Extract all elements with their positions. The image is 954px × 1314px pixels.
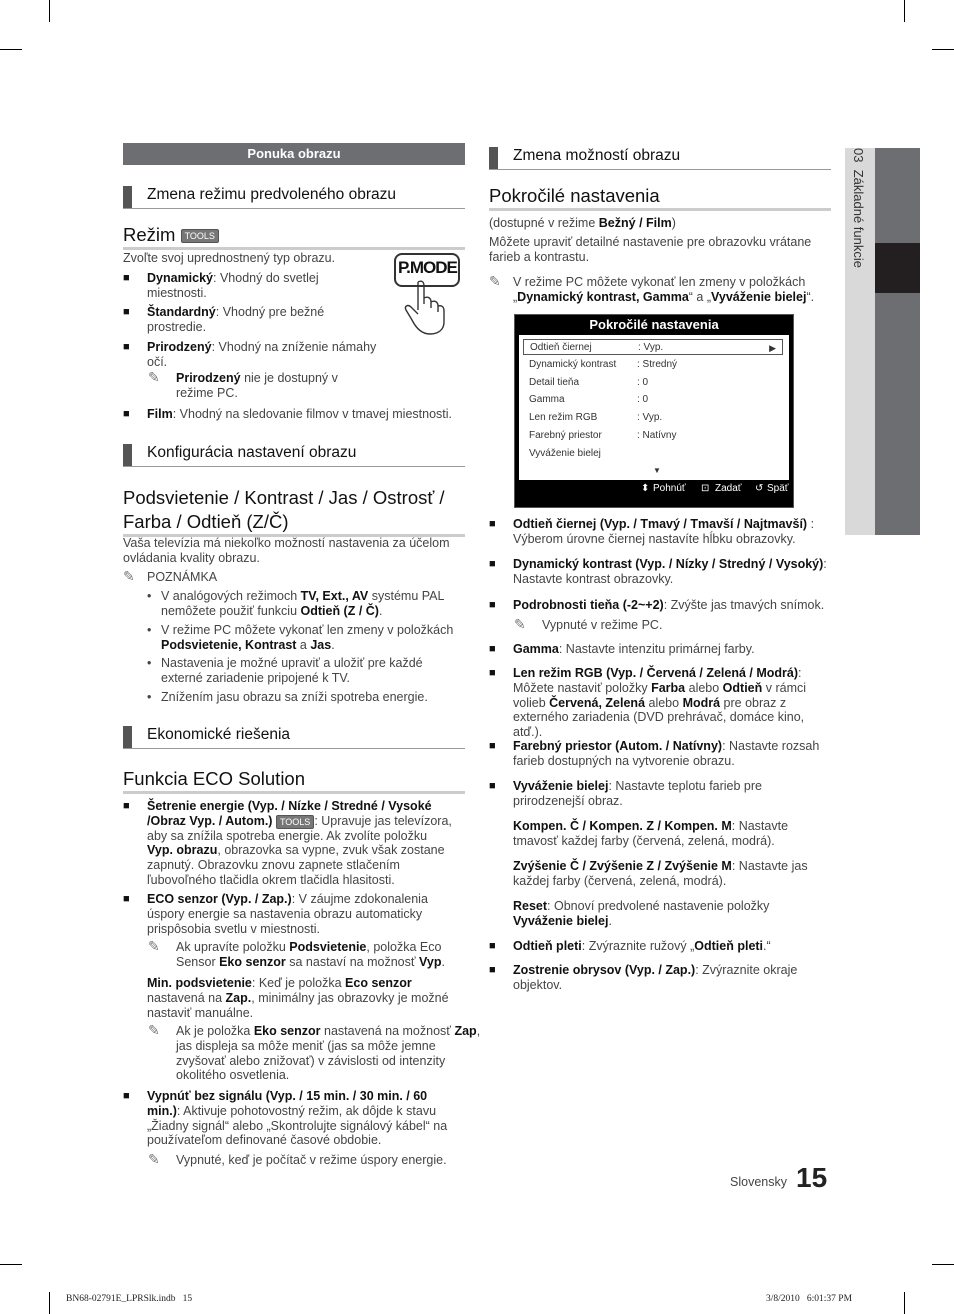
list-item: ■ Štandardný: Vhodný pre bežné prostredie. xyxy=(123,305,357,335)
move-icon: ⬍ xyxy=(641,483,650,494)
crop-mark xyxy=(0,49,22,50)
list-item: ■ Podrobnosti tieňa (-2~+2): Zvýšte jas tmavých snímok. xyxy=(489,598,843,613)
note: ✎ Ak je položka Eko senzor nastavená na možnosť Zap, jas displeja sa môže meniť (jas sa môže jemne zvyšovať alebo znižovať) v závislosti od intenzity okolitého osvetlenia. xyxy=(148,1022,481,1083)
note: ✎ V režime PC môžete vykonať len zmeny v položkách „Dynamický kontrast, Gamma“ a „Vyváženie bielej“. xyxy=(489,273,815,304)
crop-mark xyxy=(49,0,50,22)
pmode-button-icon xyxy=(394,250,464,340)
note-icon: ✎ xyxy=(148,938,160,954)
podsvietenie-intro: Vaša televízia má niekoľko možností nastavenia za účelom ovládania kvality obrazu. xyxy=(123,536,450,565)
scroll-down-icon[interactable]: ▼ xyxy=(653,466,661,475)
chapter-title: Základné funkcie xyxy=(851,169,866,268)
osd-menu-row[interactable]: Dynamický kontrast : Stredný xyxy=(529,359,678,370)
note-heading: ✎ POZNÁMKA xyxy=(123,568,218,584)
subheading-mode: Zmena režimu predvoleného obrazu xyxy=(123,182,465,209)
hand-icon xyxy=(404,280,454,335)
list-item: ■ Šetrenie energie (Vyp. / Nízke / Stredné / Vysoké /Obraz Vyp. / Autom.) TOOLS : Upravuje jas televízora, aby sa znížila spotreba energie. Ak zvolíte položku Vyp. obrazu, obrazovka sa vypne, zvuk však zostane zapnutý. Obrazovku znovu zapnete stlačením ľubovoľného tlačidla okrem tlačidla hlasitosti. xyxy=(123,799,455,888)
list-item: ■ Vyváženie bielej: Nastavte teplotu farieb pre prirodzenejší obraz. xyxy=(489,779,813,809)
crop-mark xyxy=(932,49,954,50)
heading-rezim: Režim TOOLS xyxy=(123,223,465,250)
note-item: • Nastavenia je možné upraviť a uložiť pre každé externé zariadenie pripojené k TV. xyxy=(147,656,461,686)
subheading-options: Zmena možností obrazu xyxy=(489,143,831,170)
list-item: ■ Film: Vhodný na sledovanie filmov v tmavej miestnosti. xyxy=(123,407,487,422)
chapter-tab-dark xyxy=(875,148,920,535)
advanced-intro: Môžete upraviť detailné nastavenie pre obrazovku vrátane farieb a kontrastu. xyxy=(489,235,812,264)
heading-podsvietenie: Podsvietenie / Kontrast / Jas / Ostrosť / Farba / Odtieň (Z/Č) xyxy=(123,486,465,537)
note: ✎ Vypnuté v režime PC. xyxy=(514,616,663,632)
chapter-tab-marker xyxy=(875,243,920,293)
enter-icon: ⊡ xyxy=(701,483,710,494)
note: ✎ Prirodzený nie je dostupný v režime PC. xyxy=(148,369,338,400)
chapter-label xyxy=(848,148,868,268)
subheading-config: Konfigurácia nastavení obrazu xyxy=(123,440,465,467)
rezim-intro: Zvoľte svoj uprednostnený typ obrazu. xyxy=(123,251,336,265)
chapter-number: 03 xyxy=(851,148,866,163)
list-item: ■ Gamma: Nastavte intenzitu primárnej farby. xyxy=(489,642,843,657)
note-icon: ✎ xyxy=(148,1151,160,1167)
osd-menu-row[interactable]: Detail tieňa : 0 xyxy=(529,377,649,388)
list-item: ■ Farebný priestor (Autom. / Natívny): Nastavte rozsah farieb dostupných na vytvorenie obrazu. xyxy=(489,739,833,769)
print-file-info: BN68-02791E_LPRSlk.indb 15 xyxy=(66,1294,193,1304)
osd-menu-row[interactable]: Vyváženie bielej xyxy=(529,448,601,459)
osd-menu-row[interactable]: Len režim RGB : Vyp. xyxy=(529,412,663,423)
osd-menu-row[interactable]: Farebný priestor : Natívny xyxy=(529,430,677,441)
list-item: ■ ECO senzor (Vyp. / Zap.): V záujme zdokonalenia úspory energie sa nastavenia obrazu automaticky prispôsobia svetlu v miestnosti. xyxy=(123,892,455,936)
note-item: • Znížením jasu obrazu sa zníži spotreba energie. xyxy=(147,690,471,705)
note-item: • V režime PC môžete vykonať len zmeny v položkách Podsvietenie, Kontrast a Jas. xyxy=(147,623,476,653)
footer-language: Slovensky xyxy=(730,1175,787,1189)
osd-menu-row[interactable]: Gamma : 0 xyxy=(529,394,649,405)
sub-item: Kompen. Č / Kompen. Z / Kompen. M: Nastavte tmavosť každej farby (červená, zelená, modrá). xyxy=(513,819,789,848)
crop-mark xyxy=(0,1264,22,1265)
list-item: ■ Odtieň pleti: Zvýraznite ružový „Odtieň pleti.“ xyxy=(489,939,833,954)
osd-menu-body xyxy=(519,335,789,480)
osd-menu-row[interactable]: Odtieň čiernej : Vyp. ▶ xyxy=(523,339,783,355)
crop-mark xyxy=(904,1292,905,1314)
osd-menu-title: Pokročilé nastavenia xyxy=(589,317,719,332)
heading-eco: Funkcia ECO Solution xyxy=(123,767,465,794)
crop-mark xyxy=(932,1264,954,1265)
note-icon: ✎ xyxy=(148,1022,160,1038)
tools-icon: TOOLS xyxy=(181,229,219,243)
note: ✎ Vypnuté, keď je počítač v režime úspory energie. xyxy=(148,1151,447,1167)
note-item: • V analógových režimoch TV, Ext., AV systému PAL nemôžete použiť funkciu Odtieň (Z / Č). xyxy=(147,589,471,619)
return-label: Späť xyxy=(767,483,789,494)
note-icon: ✎ xyxy=(514,616,526,632)
arrow-right-icon: ▶ xyxy=(769,343,776,353)
enter-label: Zadať xyxy=(715,483,742,494)
section-banner: Ponuka obrazu xyxy=(123,143,465,165)
print-date-info: 3/8/2010 6:01:37 PM xyxy=(766,1294,853,1304)
list-item: ■ Odtieň čiernej (Vyp. / Tmavý / Tmavší / Najtmavší) : Výberom úrovne čiernej nastavíte hĺbku obrazovky. xyxy=(489,517,833,547)
list-item: ■ Zostrenie obrysov (Vyp. / Zap.): Zvýraznite okraje objektov. xyxy=(489,963,833,993)
page-number: 15 xyxy=(796,1162,828,1193)
note-icon: ✎ xyxy=(123,568,135,584)
list-item: ■ Dynamický: Vhodný do svetlej miestnosti. xyxy=(123,271,357,301)
list-item: ■ Prirodzený: Vhodný na zníženie námahy očí. xyxy=(123,340,387,370)
crop-mark xyxy=(904,0,905,22)
sub-item: Reset: Obnoví predvolené nastavenie položky Vyváženie bielej. xyxy=(513,899,770,928)
osd-menu xyxy=(514,314,794,508)
pmode-label: P.MODE xyxy=(398,258,457,277)
crop-mark xyxy=(49,1292,50,1314)
return-icon: ↺ xyxy=(755,483,764,494)
list-item: ■ Len režim RGB (Vyp. / Červená / Zelená / Modrá): Môžete nastaviť položky Farba alebo Odtieň v rámci volieb Červená, Zelená alebo Modrá pre obraz z externého zariadenia (DVD prehrávač, domáce kino, atď.). xyxy=(489,666,833,740)
availability-text: (dostupné v režime Bežný / Film) xyxy=(489,216,676,230)
list-item: ■ Vypnúť bez signálu (Vyp. / 15 min. / 30 min. / 60 min.): Aktivuje pohotovostný režim, ak dôjde k stavu „Žiadny signál“ alebo „Skontrolujte signálový kábel“ na používateľom definované časové obdobie. xyxy=(123,1089,457,1148)
sub-item: Zvýšenie Č / Zvýšenie Z / Zvýšenie M: Nastavte jas každej farby (červená, zelená, modrá). xyxy=(513,859,808,888)
list-item: ■ Dynamický kontrast (Vyp. / Nízky / Stredný / Vysoký): Nastavte kontrast obrazovky. xyxy=(489,557,843,587)
move-label: Pohnúť xyxy=(653,483,686,494)
heading-advanced: Pokročilé nastavenia xyxy=(489,184,831,211)
note-icon: ✎ xyxy=(148,369,160,385)
note: ✎ Ak upravíte položku Podsvietenie, položka Eco Sensor Eko senzor sa nastaví na možnosť Vyp. xyxy=(148,938,445,969)
min-backlight-text: Min. podsvietenie: Keď je položka Eco senzor nastavená na Zap., minimálny jas obrazovky je možné nastaviť manuálne. xyxy=(147,976,449,1020)
note-icon: ✎ xyxy=(489,273,501,289)
subheading-eco: Ekonomické riešenia xyxy=(123,722,465,749)
tools-icon: TOOLS xyxy=(276,815,314,829)
